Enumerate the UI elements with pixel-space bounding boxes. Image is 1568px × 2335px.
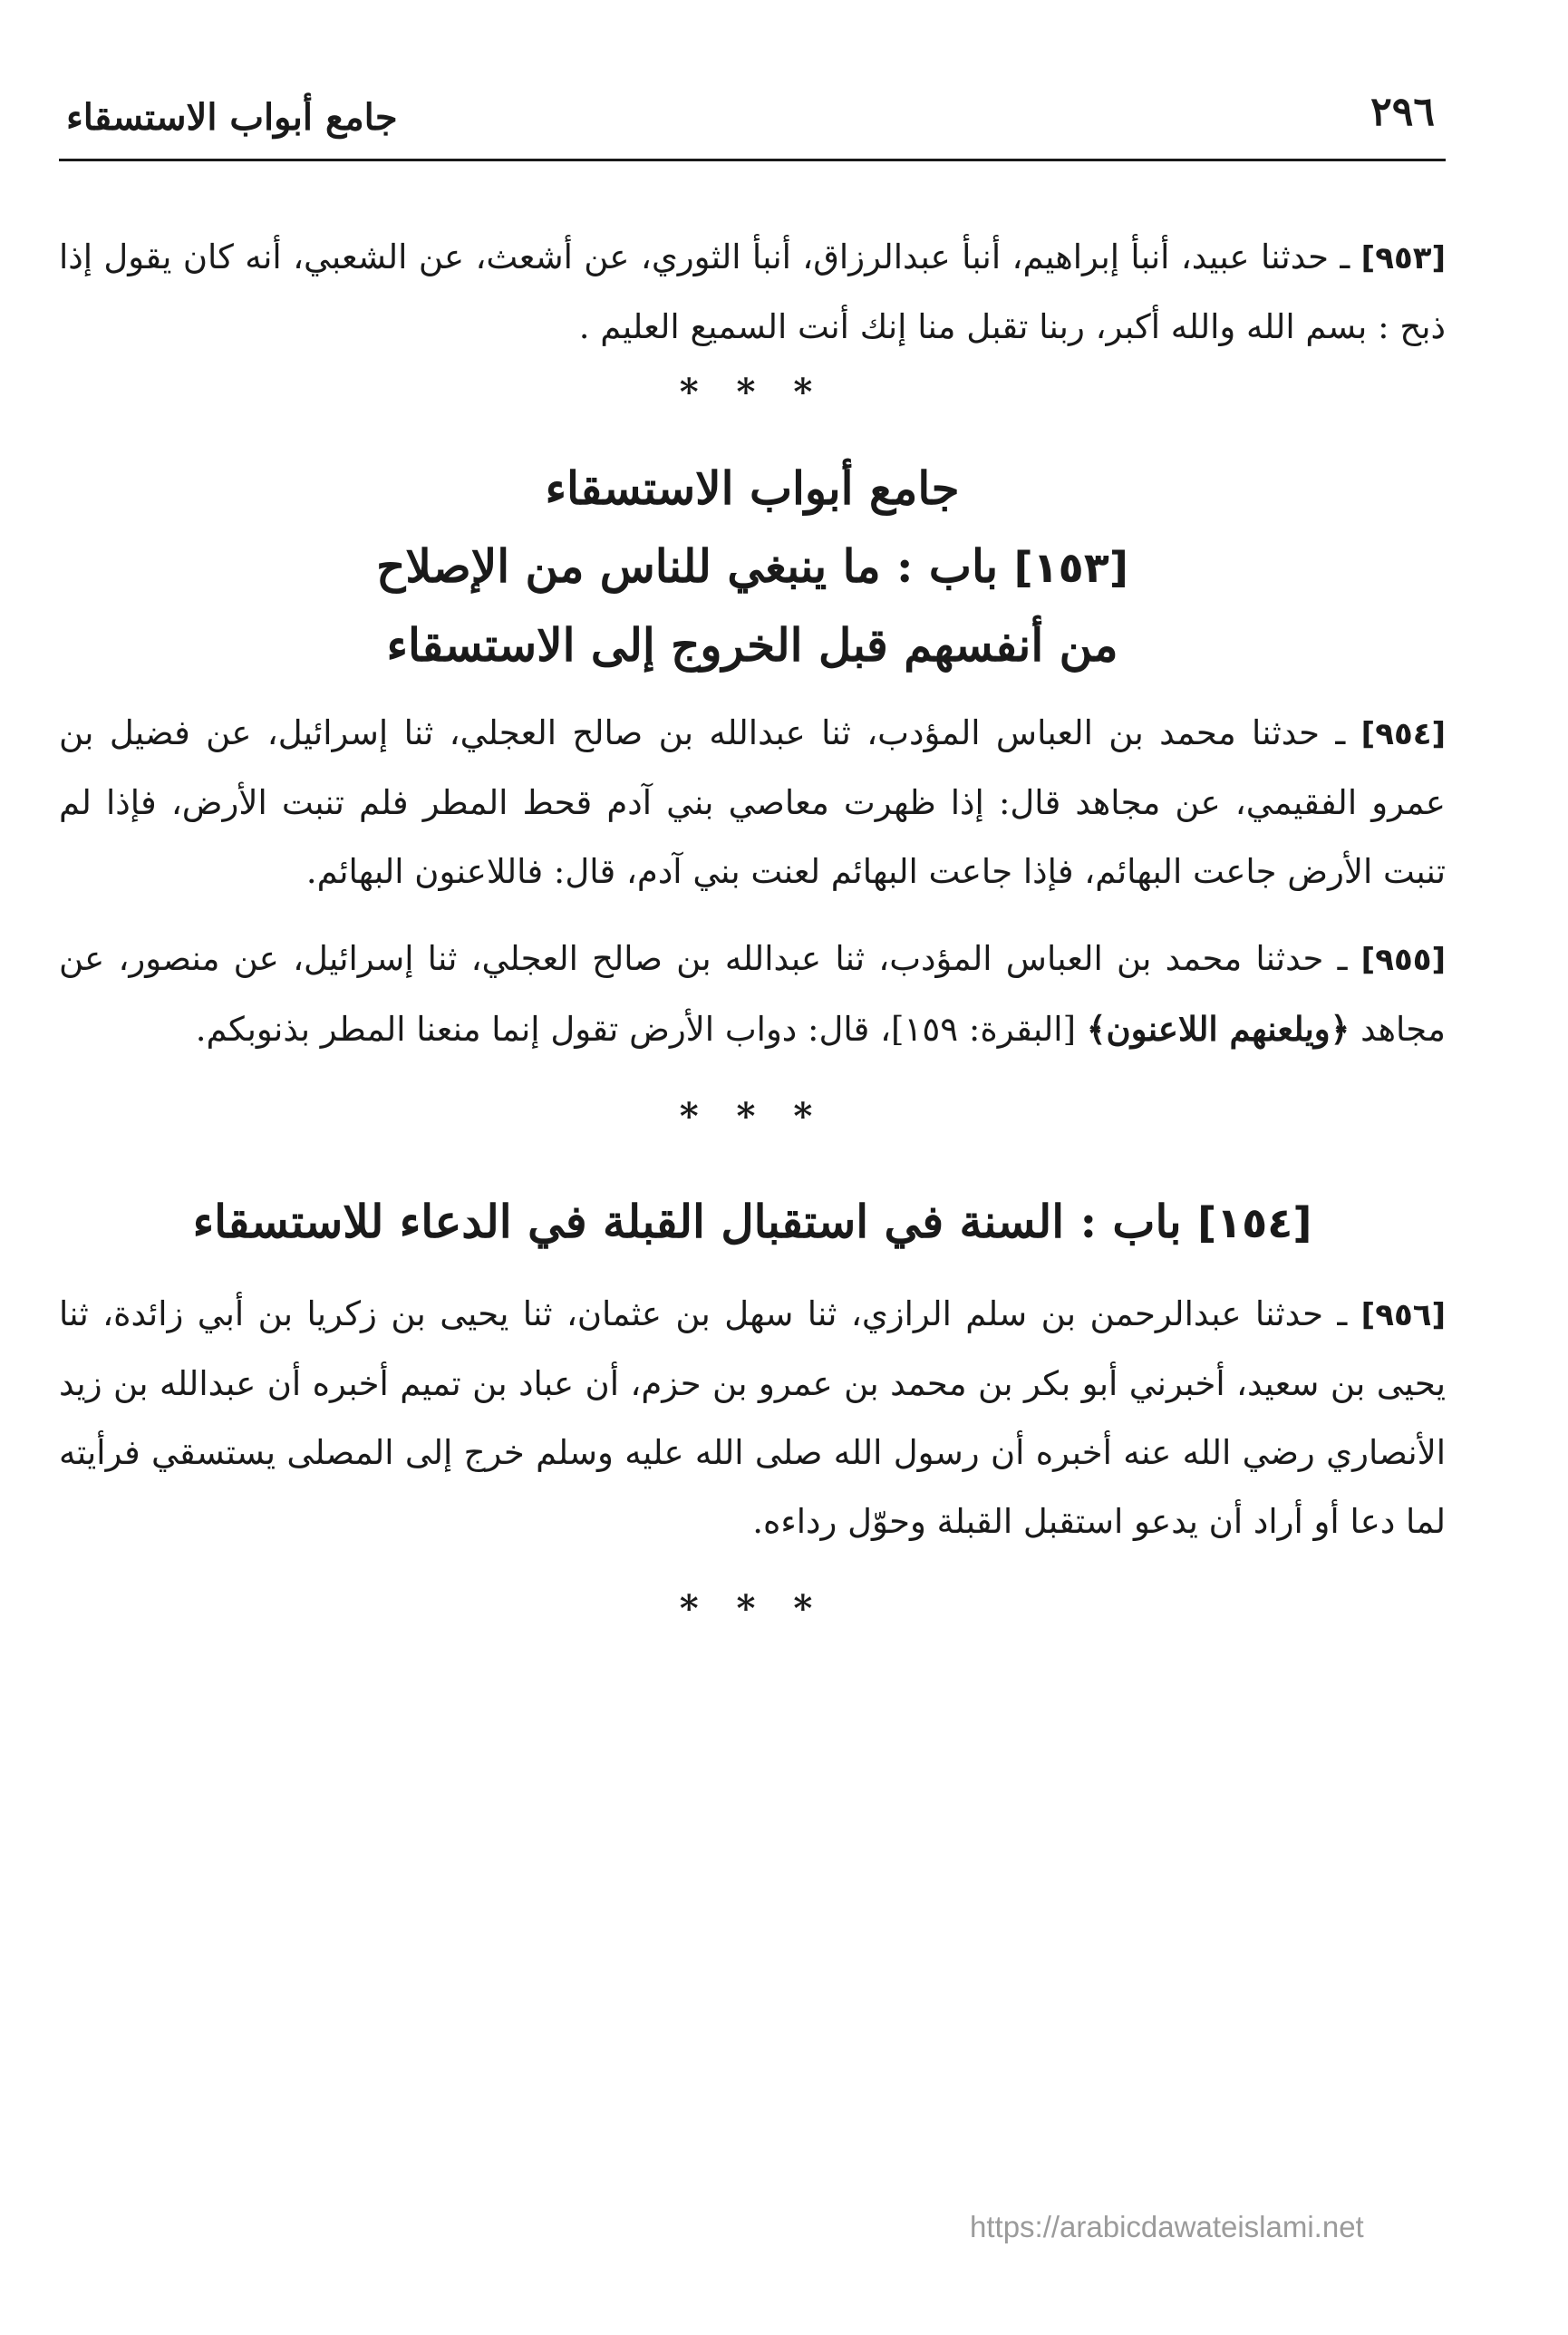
chapter-153-heading	[59, 528, 1446, 606]
chapter-number: [١٥٣]	[1013, 543, 1128, 592]
hadith-text-before: ـ حدثنا محمد بن العباس المؤدب، ثنا عبدالله بن صالح العجلي، ثنا إسرائيل، عن منصور، عن مجاهد	[59, 939, 1446, 1049]
hadith-number: [٩٥٤]	[1360, 716, 1446, 752]
separator-stars: * * *	[679, 371, 826, 413]
hadith-number: [٩٥٣]	[1360, 240, 1446, 276]
hadith-text: ـ حدثنا عبيد، أنبأ إبراهيم، أنبأ عبدالرزاق، أنبأ الثوري، عن أشعث، عن الشعبي، أنه كان يقول إذا ذبح : بسم الله والله أكبر، ربنا تقبل منا إنك أنت السميع العليم .	[59, 237, 1446, 346]
quran-verse: ﴿ويلعنهم اللاعنون﴾	[1086, 1009, 1350, 1049]
chapter-title-line-2: من أنفسهم قبل الخروج إلى الاستسقاء	[386, 618, 1118, 672]
chapter-154-heading	[59, 1183, 1446, 1262]
hadith-953	[59, 223, 1446, 362]
page-number: ٢٩٦	[1370, 89, 1435, 135]
chapter-title-line-1: باب : ما ينبغي للناس من الإصلاح	[376, 539, 999, 593]
hadith-number: [٩٥٦]	[1360, 1297, 1446, 1333]
watermark-url: https://arabicdawateislami.net	[970, 2210, 1364, 2243]
running-title: جامع أبواب الاستسقاء	[66, 96, 398, 139]
separator-stars: * * *	[679, 1095, 826, 1138]
running-header	[59, 82, 1446, 161]
hadith-956	[59, 1280, 1446, 1556]
section-heading	[59, 450, 1446, 684]
section-title: جامع أبواب الاستسقاء	[545, 461, 960, 515]
hadith-955	[59, 925, 1446, 1064]
hadith-text: ـ حدثنا محمد بن العباس المؤدب، ثنا عبدالله بن صالح العجلي، ثنا إسرائيل، عن فضيل بن عمرو الفقيمي، عن مجاهد قال: إذا ظهرت معاصي بني آدم قحط المطر فلم تنبت الأرض، فإذا لم تنبت الأرض جاعت البهائم، فإذا جاعت البهائم لعنت بني آدم، قال: فاللاعنون البهائم.	[59, 713, 1446, 891]
hadith-text: ـ حدثنا عبدالرحمن بن سلم الرازي، ثنا سهل بن عثمان، ثنا يحيى بن زكريا بن أبي زائدة، ثنا يحيى بن سعيد، أخبرني أبو بكر بن محمد بن عمرو بن حزم، أن عباد بن تميم أخبره أن عبدالله بن زيد الأنصاري رضي الله عنه أخبره أن رسول الله صلى الله عليه وسلم خرج إلى المصلى يستسقي فرأيته لما دعا أو أراد أن يدعو استقبل القبلة وحوّل رداءه.	[59, 1294, 1446, 1541]
book-page	[59, 82, 1446, 2257]
hadith-text-after: [البقرة: ١٥٩]، قال: دواب الأرض تقول إنما منعنا المطر بذنوبكم.	[195, 1010, 1077, 1049]
chapter-number: [١٥٤]	[1197, 1198, 1312, 1247]
chapter-title: باب : السنة في استقبال القبلة في الدعاء للاستسقاء	[192, 1195, 1182, 1248]
hadith-number: [٩٥٥]	[1360, 942, 1446, 978]
separator-stars: * * *	[679, 1587, 826, 1630]
hadith-954	[59, 699, 1446, 906]
